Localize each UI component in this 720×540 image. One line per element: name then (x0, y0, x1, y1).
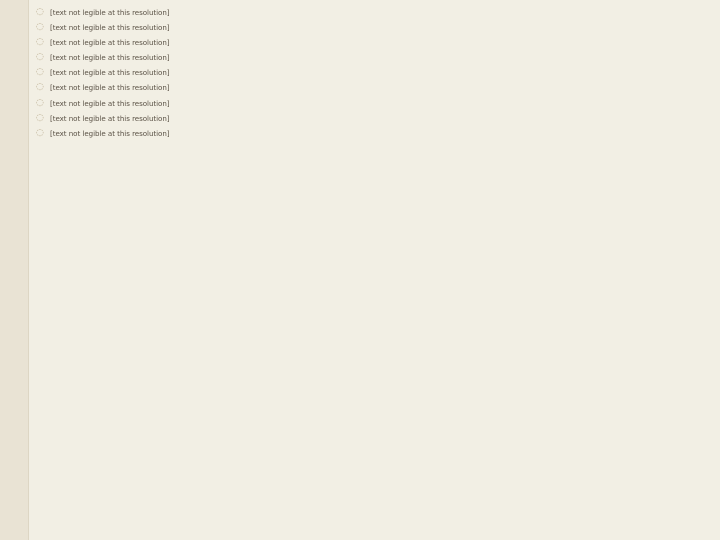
paragraph-4 (36, 53, 706, 62)
paragraph-1 (36, 8, 706, 17)
paragraph-text: [text not legible at this resolution] (50, 98, 170, 108)
bullet-icon: ◌ (36, 127, 44, 138)
paragraph-5 (36, 68, 706, 77)
paragraph-text: [text not legible at this resolution] (50, 53, 170, 63)
bullet-icon: ◌ (36, 22, 44, 33)
paragraph-7 (36, 99, 706, 108)
bullet-icon: ◌ (36, 82, 44, 93)
bullet-icon: ◌ (36, 37, 44, 48)
paragraph-text: [text not legible at this resolution] (50, 8, 170, 17)
paragraph-text: [text not legible at this resolution] (50, 23, 170, 33)
paragraph-3 (36, 38, 706, 47)
paragraph-6 (36, 83, 706, 92)
paragraph-text: [text not legible at this resolution] (50, 113, 170, 123)
paragraph-text: [text not legible at this resolution] (50, 83, 170, 93)
paragraph-text: [text not legible at this resolution] (50, 128, 170, 138)
slide-body (36, 8, 706, 536)
left-band (0, 0, 29, 540)
bullet-icon: ◌ (36, 52, 44, 63)
bullet-icon: ◌ (36, 7, 44, 17)
paragraph-8 (36, 114, 706, 123)
bullet-icon: ◌ (36, 67, 44, 78)
paragraph-9 (36, 129, 706, 138)
bullet-icon: ◌ (36, 97, 44, 108)
bullet-icon: ◌ (36, 112, 44, 123)
paragraph-2 (36, 23, 706, 32)
paragraph-text: [text not legible at this resolution] (50, 38, 170, 48)
paragraph-text: [text not legible at this resolution] (50, 68, 170, 78)
